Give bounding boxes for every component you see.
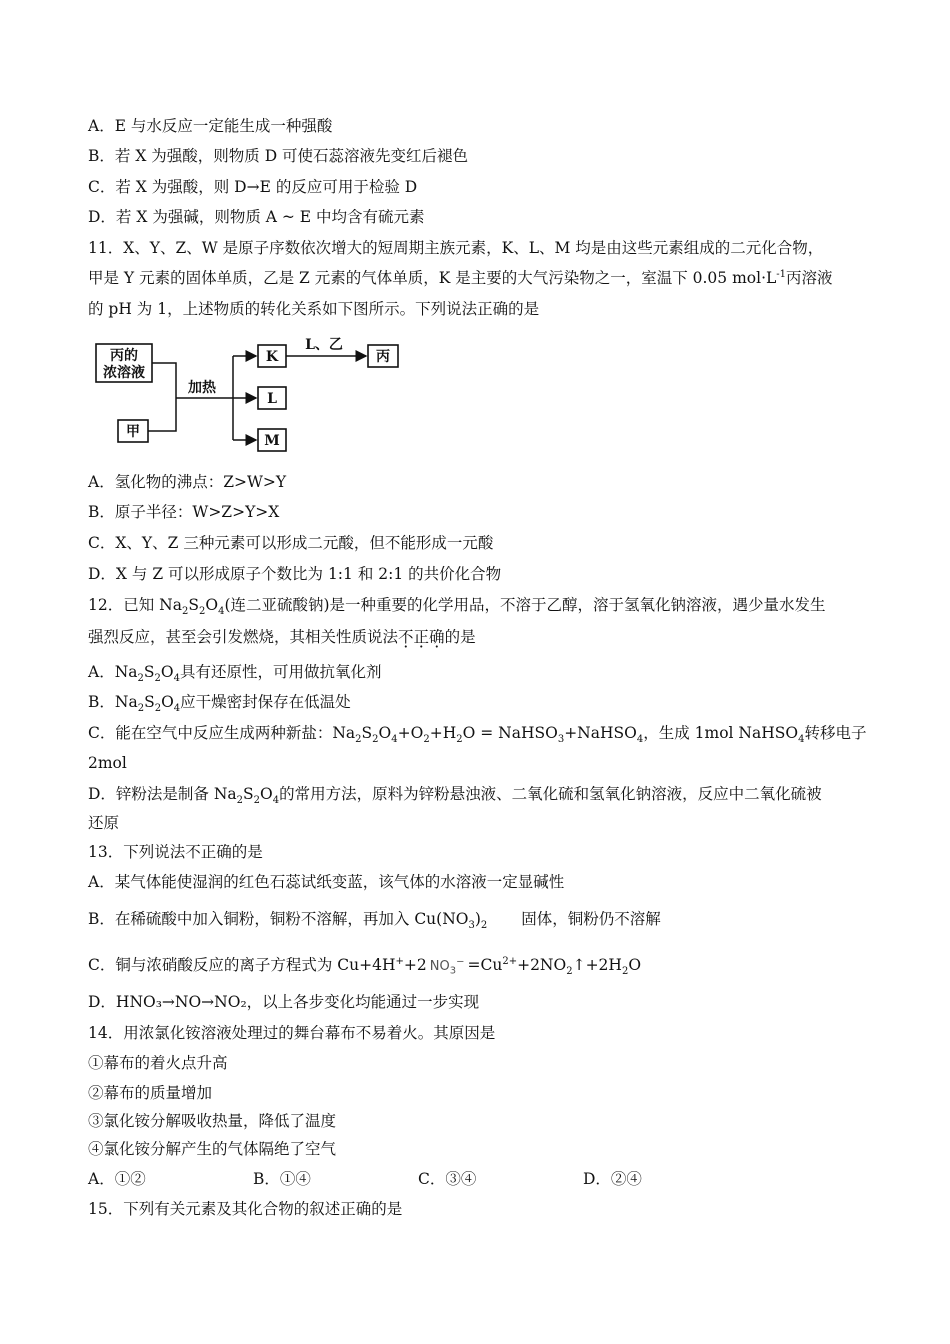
q10-option-b: B．若 X 为强酸，则物质 D 可使石蕊溶液先变红后褪色 bbox=[88, 147, 469, 165]
q11-stem-line2-a: 甲是 Y 元素的固体单质，乙是 Z 元素的气体单质，K 是主要的大气污染物之一，室温下 0.05 mol·L bbox=[88, 269, 777, 287]
q15-stem: 15．下列有关元素及其化合物的叙述正确的是 bbox=[88, 1200, 403, 1218]
q12-option-c-mid: ，生成 1mol NaHSO bbox=[643, 724, 799, 742]
q12-option-d: D．锌粉法是制备 $Na_2S_2O_4$的常用方法，原料为锌粉悬浊液、二氧化硫和氢氧化钠溶液，反应中二氧化硫被 bbox=[88, 785, 822, 807]
m-box-text: M bbox=[264, 433, 280, 449]
q12-stem-line2 bbox=[88, 627, 476, 647]
q14-stem: 14．用浓氯化铵溶液处理过的舞台幕布不易着火。其原因是 bbox=[88, 1024, 496, 1042]
q12-emphasis-bu: 不 bbox=[398, 628, 414, 646]
q13-stem: 13．下列说法不正确的是 bbox=[88, 843, 263, 861]
q12-option-c-post: 转移电子 bbox=[804, 724, 867, 742]
q11-option-a: A．氢化物的沸点：Z>W>Y bbox=[88, 473, 287, 491]
q12-option-c-pre: C．能在空气中反应生成两种新盐：Na bbox=[88, 724, 356, 742]
q11-stem-line2 bbox=[88, 268, 833, 288]
q13-option-b: B．在稀硫酸中加入铜粉，铜粉不溶解，再加入 $Cu(NO_3)_2$ 固体，铜粉仍不溶解 bbox=[88, 910, 661, 932]
q11-option-c: C．X、Y、Z 三种元素可以形成二元酸，但不能形成一元酸 bbox=[88, 534, 494, 552]
q13-option-b-post: 固体，铜粉仍不溶解 bbox=[521, 910, 661, 928]
q12-option-d-post: 的常用方法，原料为锌粉悬浊液、二氧化硫和氢氧化钠溶液，反应中二氧化硫被 bbox=[279, 785, 822, 803]
heat-label: 加热 bbox=[188, 380, 216, 396]
q11-option-d: D．X 与 Z 可以形成原子个数比为 1:1 和 2:1 的共价化合物 bbox=[88, 565, 502, 583]
q10-option-a: A．E 与水反应一定能生成一种强酸 bbox=[88, 117, 333, 135]
q14-statement-3: ③氯化铵分解吸收热量，降低了温度 bbox=[88, 1112, 337, 1130]
k-box-text: K bbox=[265, 349, 279, 365]
q12-option-c-tail: 2mol bbox=[88, 754, 127, 772]
q10-option-d: D．若 X 为强碱，则物质 A ~ E 中均含有硫元素 bbox=[88, 208, 425, 226]
q12-stem2-post: 的是 bbox=[444, 628, 476, 646]
bing-box-line1: 丙的 bbox=[110, 348, 138, 364]
q12-stem-pre: 12．已知 Na bbox=[88, 596, 182, 614]
arrow-k-to-bing-label: L、乙 bbox=[305, 337, 343, 353]
q12-stem-post: (连二亚硫酸钠)是一种重要的化学用品，不溶于乙醇，溶于氢氧化钠溶液，遇少量水发生 bbox=[224, 596, 826, 614]
l-box-text: L bbox=[267, 391, 277, 407]
nitrate-ion: $NO_3^-$ bbox=[429, 956, 465, 977]
q13-option-a: A．某气体能使湿润的红色石蕊试纸变蓝，该气体的水溶液一定显碱性 bbox=[88, 873, 565, 891]
q12-option-d-tail: 还原 bbox=[88, 814, 120, 832]
q12-emphasis-que: 确 bbox=[429, 628, 445, 646]
q14-statement-2: ②幕布的质量增加 bbox=[88, 1084, 213, 1102]
q12-option-a: A．$Na_2S_2O_4$具有还原性，可用做抗氧化剂 bbox=[88, 663, 382, 685]
q12-emphasis-zheng: 正 bbox=[413, 628, 430, 646]
bing-box-line2: 浓溶液 bbox=[103, 365, 145, 381]
q12-option-b-text: 应干燥密封保存在低温处 bbox=[180, 693, 351, 711]
q12-stem-line1: 12．已知 $Na_2S_2O_4$(连二亚硫酸钠)是一种重要的化学用品，不溶于乙醇，溶于氢氧化钠溶液，遇少量水发生 bbox=[88, 596, 826, 618]
q13-option-c-eq: =Cu bbox=[467, 956, 503, 974]
q14-option-c: C．③④ bbox=[418, 1170, 477, 1188]
jia-box-text: 甲 bbox=[126, 424, 140, 440]
q11-stem-line2-b: 丙溶液 bbox=[786, 269, 833, 287]
q12-option-b: B．$Na_2S_2O_4$应干燥密封保存在低温处 bbox=[88, 693, 351, 715]
q13-option-c-h2o: ↑+2H bbox=[572, 956, 622, 974]
merge-line-top bbox=[152, 363, 176, 398]
q11-option-b: B．原子半径：W>Z>Y>X bbox=[88, 503, 280, 521]
q14-option-d: D．②④ bbox=[583, 1170, 642, 1188]
q14-option-a: A．①② bbox=[88, 1170, 146, 1188]
q13-option-c-no2: +2NO bbox=[517, 956, 567, 974]
q11-reaction-diagram bbox=[88, 332, 418, 462]
q14-statement-1: ①幕布的着火点升高 bbox=[88, 1054, 228, 1072]
q11-stem-line1: 11．X、Y、Z、W 是原子序数依次增大的短周期主族元素，K、L、M 均是由这些元素组成的二元化合物， bbox=[88, 239, 824, 257]
q13-option-c-pre: C．铜与浓硝酸反应的离子方程式为 Cu+4H bbox=[88, 956, 396, 974]
q11-stem-line3: 的 pH 为 1，上述物质的转化关系如下图所示。下列说法正确的是 bbox=[88, 300, 540, 318]
q13-option-c: C．铜与浓硝酸反应的离子方程式为 Cu+4H++2 $NO_3^-$ $=Cu^{2+}+2NO_2↑+2H_2O$ bbox=[88, 955, 642, 978]
q12-option-d-pre: D．锌粉法是制备 Na bbox=[88, 785, 237, 803]
q13-option-b-pre: B．在稀硫酸中加入铜粉，铜粉不溶解，再加入 Cu(NO bbox=[88, 910, 469, 928]
q12-stem2-pre: 强烈反应，甚至会引发燃烧，其相关性质说法 bbox=[88, 628, 399, 646]
q12-option-c: C．能在空气中反应生成两种新盐：$Na_2S_2O_4+O_2+H_2O$ = NaHSO$_3$+NaHSO$_4$，生成 1mol NaHSO$_4$转移电子 bbox=[88, 724, 867, 746]
q14-statement-4: ④氯化铵分解产生的气体隔绝了空气 bbox=[88, 1140, 337, 1158]
q13-option-d: D．HNO₃→NO→NO₂，以上各步变化均能通过一步实现 bbox=[88, 993, 480, 1011]
q10-option-c: C．若 X 为强酸，则 D→E 的反应可用于检验 D bbox=[88, 178, 418, 196]
q12-option-a-text: 具有还原性，可用做抗氧化剂 bbox=[179, 663, 382, 681]
bing-box-text: 丙 bbox=[376, 349, 390, 365]
q11-stem-line2-sup: -1 bbox=[776, 268, 787, 280]
q14-option-b: B．①④ bbox=[253, 1170, 311, 1188]
merge-line-bottom bbox=[148, 398, 176, 431]
